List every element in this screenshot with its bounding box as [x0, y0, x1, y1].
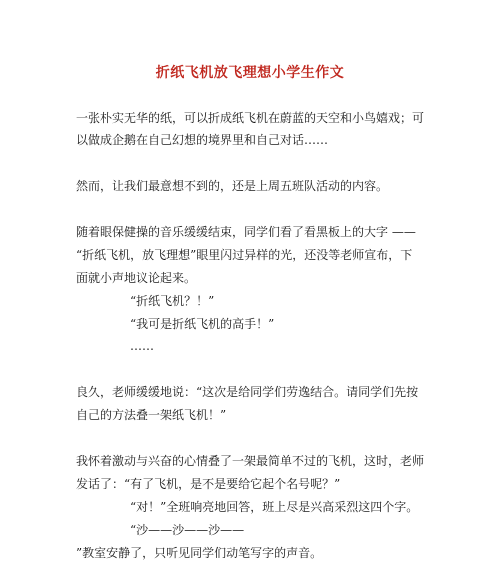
- dialogue-line: “沙——沙——沙——: [130, 523, 245, 537]
- document-title: 折纸飞机放飞理想小学生作文: [155, 65, 345, 81]
- dialogue-line: “对！”全班响亮地回答，班上尽是兴高采烈这四个字。: [130, 500, 419, 514]
- dialogue-line: “我可是折纸飞机的高手！”: [130, 317, 275, 331]
- paragraph-line: 我怀着激动与兴奋的心情叠了一架最简单不过的飞机，这时，老师: [76, 454, 425, 468]
- paragraph-line: 发话了：“有了飞机，是不是要给它起个名号呢？”: [76, 477, 341, 491]
- paragraph-line: 一张朴实无华的纸，可以折成纸飞机在蔚蓝的天空和小鸟嬉戏；可: [76, 111, 425, 125]
- dialogue-line: “折纸飞机？！”: [130, 294, 215, 308]
- paragraph-line: ”教室安静了，只听见同学们动笔写字的声音。: [76, 546, 323, 560]
- paragraph-line: 随着眼保健操的音乐缓缓结束，同学们看了看黑板上的大字 ——: [76, 225, 416, 239]
- paragraph-line: 良久，老师缓缓地说：“这次是给同学们劳逸结合。请同学们先按: [76, 385, 419, 399]
- dialogue-line: ……: [130, 339, 154, 353]
- paragraph-line: “折纸飞机，放飞理想”眼里闪过异样的光，还没等老师宣布，下: [76, 248, 413, 262]
- paragraph-line: 然而，让我们最意想不到的，还是上周五班队活动的内容。: [76, 179, 389, 193]
- paragraph-line: 以做成企鹅在自己幻想的境界里和自己对话……: [76, 133, 329, 147]
- paragraph-line: 自己的方法叠一架纸飞机！”: [76, 408, 227, 422]
- paragraph-line: 面就小声地议论起来。: [76, 271, 197, 285]
